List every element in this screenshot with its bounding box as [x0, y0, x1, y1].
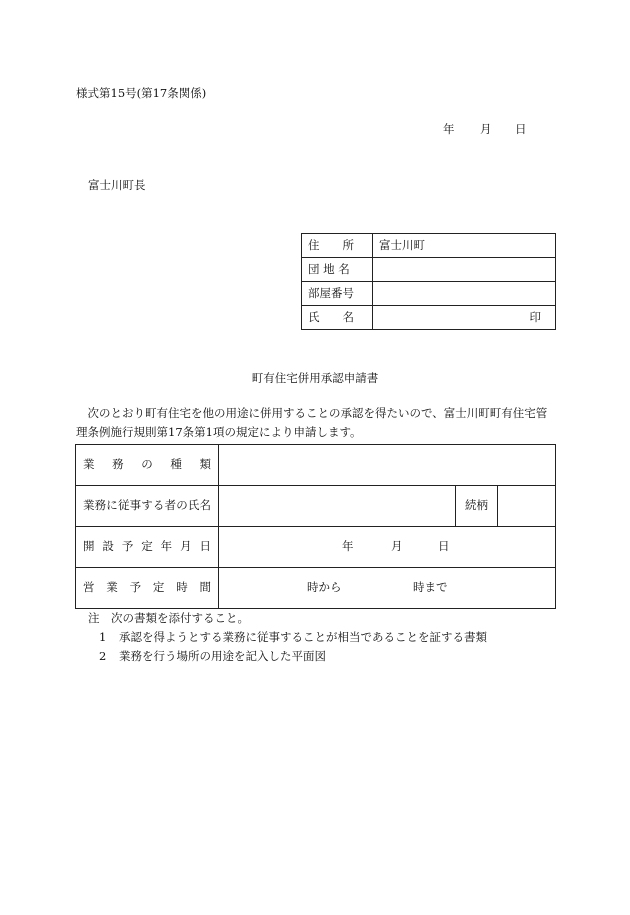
hours-label-cell [76, 568, 219, 609]
seal-mark: 印 [529, 309, 541, 324]
open-date-label: 開設予定年月日 [83, 539, 211, 554]
address-label-cell [302, 234, 373, 258]
name-label-cell [302, 306, 373, 330]
open-date-label-cell [76, 527, 219, 568]
worker-label: 業務に従事する者の氏名 [83, 498, 211, 513]
addressee: 富士川町長 [88, 178, 146, 192]
date-month: 月 [480, 122, 492, 136]
type-label: 業務の種類 [83, 457, 211, 472]
note-text: 業務を行う場所の用途を記入した平面図 [119, 649, 326, 663]
open-date-value-cell[interactable] [219, 527, 556, 568]
applicant-table [301, 233, 556, 330]
form-number: 様式第15号(第17条関係) [76, 86, 207, 100]
room-label: 部屋番号 [308, 285, 354, 300]
open-day: 日 [438, 539, 450, 553]
room-label-cell [302, 282, 373, 306]
type-label-cell [76, 445, 219, 486]
business-table [75, 444, 556, 609]
date-year: 年 [443, 122, 455, 136]
hours-from: 時から [307, 580, 342, 594]
relation-label: 続柄 [465, 498, 488, 513]
complex-label-cell [302, 258, 373, 282]
address-value-cell[interactable] [373, 234, 556, 258]
note-text: 承認を得ようとする業務に従事することが相当であることを証する書類 [119, 630, 487, 644]
complex-value-cell[interactable] [373, 258, 556, 282]
name-label: 氏 名 [308, 309, 354, 324]
complex-label: 団 地 名 [308, 261, 350, 276]
relation-label-cell [456, 486, 498, 527]
hours-label: 営業予定時間 [83, 580, 211, 595]
open-month: 月 [391, 539, 403, 553]
document-title: 町有住宅併用承認申請書 [251, 371, 379, 385]
address-value: 富士川町 [379, 237, 425, 252]
hours-value-cell[interactable] [219, 568, 556, 609]
type-value-cell[interactable] [219, 445, 556, 486]
open-year: 年 [342, 539, 354, 553]
body-text: 次のとおり町有住宅を他の用途に併用することの承認を得たいので、富士川町町有住宅管理条例施行規則第17条第1項の規定により申請します。 [76, 406, 548, 439]
hours-to: 時まで [413, 580, 448, 594]
relation-value-cell[interactable] [498, 486, 556, 527]
note-number: 1 [99, 630, 107, 644]
note-number: 2 [99, 649, 107, 663]
worker-value-cell[interactable] [219, 486, 456, 527]
date-day: 日 [515, 122, 527, 136]
worker-label-cell [76, 486, 219, 527]
room-value-cell[interactable] [373, 282, 556, 306]
notes-heading: 注 次の書類を添付すること。 [88, 611, 249, 625]
name-value-cell[interactable] [373, 306, 556, 330]
address-label: 住 所 [308, 237, 354, 252]
